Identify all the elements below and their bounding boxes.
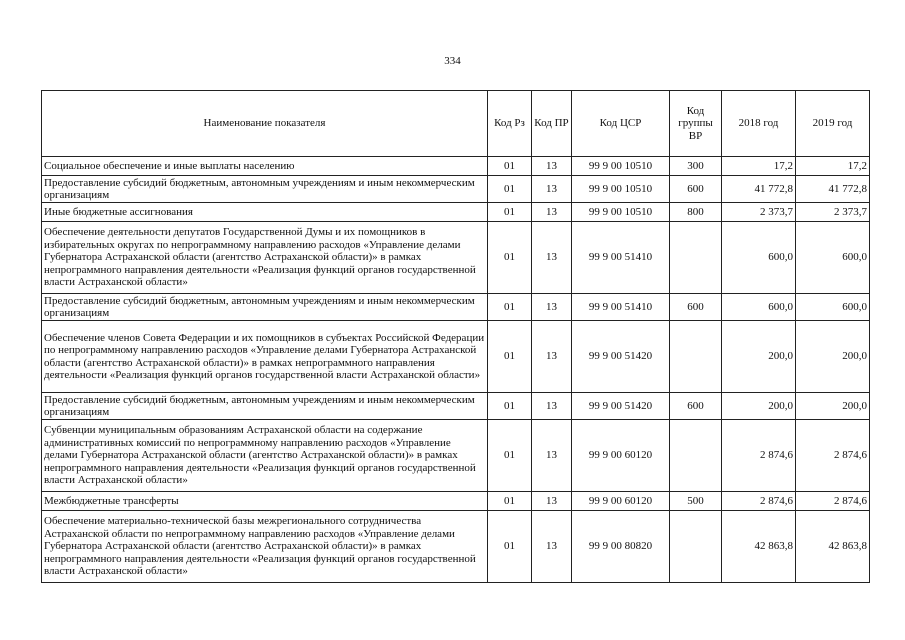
row-csr: 99 9 00 51410: [572, 294, 670, 321]
row-2018: 2 874,6: [722, 420, 796, 492]
row-name: Обеспечение членов Совета Федерации и их помощников в субъектах Российской Федерации по непрограммному направлению расходов «Управление делами Губернатора Астраханской области (агентство Астраханской области)» в рамках непрограммного направления деятельности «Реализация функций органов государственной власти Астраханской области»: [42, 321, 488, 393]
header-2018: 2018 год: [722, 91, 796, 157]
row-pr: 13: [532, 321, 572, 393]
row-csr: 99 9 00 51420: [572, 393, 670, 420]
page-number: 334: [444, 55, 461, 67]
row-2018: 200,0: [722, 321, 796, 393]
row-pr: 13: [532, 511, 572, 583]
header-name: Наименование показателя: [42, 91, 488, 157]
row-csr: 99 9 00 10510: [572, 157, 670, 176]
row-name: Субвенции муниципальным образованиям Астраханской области на содержание административных комиссий по непрограммному направлению расходов «Управление делами Губернатора Астраханской области (агентство Астраханской области)» в рамках непрограммного направления деятельности «Реализация функций органов государственной власти Астраханской области»: [42, 420, 488, 492]
row-name: Предоставление субсидий бюджетным, автономным учреждениям и иным некоммерческим организациям: [42, 176, 488, 203]
row-2018: 17,2: [722, 157, 796, 176]
row-vr: 300: [670, 157, 722, 176]
row-rz: 01: [488, 321, 532, 393]
table-row: [42, 294, 870, 321]
table-row: [42, 176, 870, 203]
header-2019: 2019 год: [796, 91, 870, 157]
row-2019: 600,0: [796, 294, 870, 321]
row-name: Обеспечение деятельности депутатов Государственной Думы и их помощников в избирательных округах по непрограммному направлению расходов «Управление делами Губернатора Астраханской области (агентство Астраханской области)» в рамках непрограммного направления деятельности «Реализация функций органов государственной власти Астраханской области»: [42, 222, 488, 294]
row-rz: 01: [488, 511, 532, 583]
row-name: Межбюджетные трансферты: [42, 492, 488, 511]
row-vr: [670, 511, 722, 583]
row-2019: 2 874,6: [796, 492, 870, 511]
row-2019: 42 863,8: [796, 511, 870, 583]
row-2018: 41 772,8: [722, 176, 796, 203]
row-pr: 13: [532, 492, 572, 511]
row-name: Социальное обеспечение и иные выплаты населению: [42, 157, 488, 176]
row-2019: 200,0: [796, 321, 870, 393]
row-pr: 13: [532, 157, 572, 176]
row-rz: 01: [488, 222, 532, 294]
table-row: [42, 420, 870, 492]
budget-table: [41, 90, 870, 583]
row-rz: 01: [488, 203, 532, 222]
row-2019: 41 772,8: [796, 176, 870, 203]
row-csr: 99 9 00 80820: [572, 511, 670, 583]
row-2018: 2 373,7: [722, 203, 796, 222]
row-vr: [670, 222, 722, 294]
row-2019: 200,0: [796, 393, 870, 420]
row-2018: 200,0: [722, 393, 796, 420]
row-rz: 01: [488, 393, 532, 420]
table-row: [42, 511, 870, 583]
row-2018: 600,0: [722, 294, 796, 321]
row-2019: 17,2: [796, 157, 870, 176]
row-pr: 13: [532, 420, 572, 492]
row-name: Иные бюджетные ассигнования: [42, 203, 488, 222]
table-row: [42, 492, 870, 511]
row-2018: 600,0: [722, 222, 796, 294]
row-name: Обеспечение материально-технической базы межрегионального сотрудничества Астраханской области по непрограммному направлению расходов «Управление делами Губернатора Астраханской области (агентство Астраханской области)» в рамках непрограммного направления деятельности «Реализация функций органов государственной власти Астраханской области»: [42, 511, 488, 583]
table-row: [42, 222, 870, 294]
row-csr: 99 9 00 51420: [572, 321, 670, 393]
row-rz: 01: [488, 420, 532, 492]
row-2019: 2 874,6: [796, 420, 870, 492]
header-csr: Код ЦСР: [572, 91, 670, 157]
header-rz: Код Рз: [488, 91, 532, 157]
row-vr: [670, 321, 722, 393]
row-pr: 13: [532, 176, 572, 203]
row-2018: 2 874,6: [722, 492, 796, 511]
row-csr: 99 9 00 60120: [572, 420, 670, 492]
row-rz: 01: [488, 176, 532, 203]
row-vr: 800: [670, 203, 722, 222]
row-pr: 13: [532, 203, 572, 222]
row-csr: 99 9 00 10510: [572, 203, 670, 222]
table-row: [42, 203, 870, 222]
row-vr: 600: [670, 294, 722, 321]
row-pr: 13: [532, 222, 572, 294]
row-vr: [670, 420, 722, 492]
header-vr: Код группы ВР: [670, 91, 722, 157]
row-vr: 500: [670, 492, 722, 511]
row-rz: 01: [488, 492, 532, 511]
row-pr: 13: [532, 294, 572, 321]
row-2018: 42 863,8: [722, 511, 796, 583]
table-row: [42, 157, 870, 176]
row-rz: 01: [488, 157, 532, 176]
row-name: Предоставление субсидий бюджетным, автономным учреждениям и иным некоммерческим организациям: [42, 393, 488, 420]
row-rz: 01: [488, 294, 532, 321]
row-name: Предоставление субсидий бюджетным, автономным учреждениям и иным некоммерческим организациям: [42, 294, 488, 321]
row-2019: 600,0: [796, 222, 870, 294]
row-2019: 2 373,7: [796, 203, 870, 222]
header-pr: Код ПР: [532, 91, 572, 157]
row-csr: 99 9 00 60120: [572, 492, 670, 511]
row-vr: 600: [670, 176, 722, 203]
row-csr: 99 9 00 10510: [572, 176, 670, 203]
table-header-row: [42, 91, 870, 157]
table-row: [42, 393, 870, 420]
row-vr: 600: [670, 393, 722, 420]
row-csr: 99 9 00 51410: [572, 222, 670, 294]
table-row: [42, 321, 870, 393]
row-pr: 13: [532, 393, 572, 420]
